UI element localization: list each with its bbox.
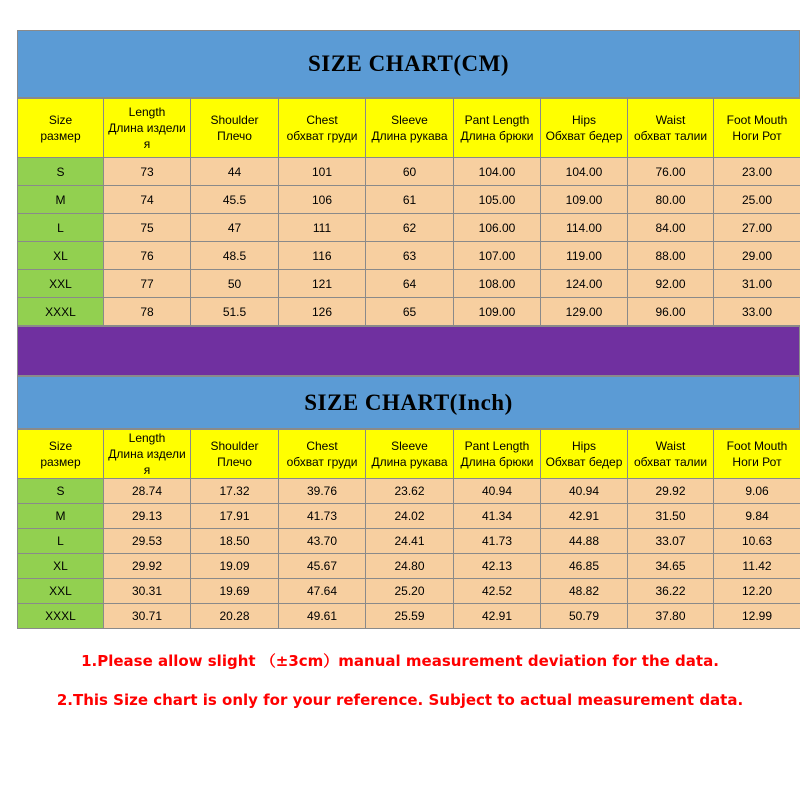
column-header (191, 99, 279, 158)
chart-title: SIZE CHART(Inch) (17, 376, 800, 429)
measurement-cell: 47 (191, 214, 279, 242)
size-label-cell: XL (18, 554, 104, 579)
measurement-cell: 12.20 (714, 579, 800, 604)
column-header (454, 430, 541, 479)
divider-band (17, 326, 800, 376)
size-label-cell: L (18, 529, 104, 554)
header-row (18, 99, 800, 158)
measurement-cell: 62 (366, 214, 454, 242)
measurement-cell: 104.00 (541, 158, 628, 186)
measurement-cell: 104.00 (454, 158, 541, 186)
measurement-cell: 30.31 (104, 579, 191, 604)
measurement-cell: 44 (191, 158, 279, 186)
table-row (18, 504, 800, 529)
column-header-line: Pant Length (464, 439, 530, 453)
table-row (18, 270, 800, 298)
column-header (628, 99, 714, 158)
measurement-cell: 27.00 (714, 214, 800, 242)
column-header-line: Длина рукава (371, 129, 448, 143)
column-header-line: Hips (571, 113, 596, 127)
measurement-cell: 75 (104, 214, 191, 242)
measurement-cell: 9.06 (714, 479, 800, 504)
measurement-cell: 50 (191, 270, 279, 298)
column-header-line: Hips (571, 439, 596, 453)
measurement-cell: 48.5 (191, 242, 279, 270)
measurement-cell: 19.09 (191, 554, 279, 579)
column-header-line: Pant Length (464, 113, 530, 127)
measurement-cell: 39.76 (279, 479, 366, 504)
column-header-line: размер (40, 129, 81, 143)
measurement-cell: 41.73 (279, 504, 366, 529)
size-label-cell: XXL (18, 270, 104, 298)
size-label-cell: M (18, 504, 104, 529)
measurement-cell: 29.92 (104, 554, 191, 579)
column-header-line: Плечо (217, 129, 252, 143)
column-header-line: Длина брюки (460, 129, 534, 143)
column-header-line: Shoulder (210, 439, 259, 453)
table-row (18, 479, 800, 504)
column-header-line: Size (48, 439, 73, 453)
column-header-line: Обхват бедер (545, 129, 623, 143)
measurement-cell: 76 (104, 242, 191, 270)
measurement-cell: 41.73 (454, 529, 541, 554)
measurement-cell: 80.00 (628, 186, 714, 214)
measurement-cell: 40.94 (454, 479, 541, 504)
column-header-line: Waist (655, 113, 686, 127)
column-header (714, 99, 800, 158)
table-row (18, 242, 800, 270)
measurement-cell: 20.28 (191, 604, 279, 629)
measurement-cell: 84.00 (628, 214, 714, 242)
column-header-line: Waist (655, 439, 686, 453)
measurement-cell: 29.00 (714, 242, 800, 270)
column-header (104, 430, 191, 479)
measurement-cell: 106 (279, 186, 366, 214)
measurement-cell: 47.64 (279, 579, 366, 604)
column-header (541, 430, 628, 479)
measurement-cell: 33.00 (714, 298, 800, 326)
measurement-cell: 12.99 (714, 604, 800, 629)
measurement-cell: 88.00 (628, 242, 714, 270)
column-header (714, 430, 800, 479)
measurement-cell: 48.82 (541, 579, 628, 604)
table-row (18, 298, 800, 326)
measurement-cell: 17.91 (191, 504, 279, 529)
measurement-cell: 108.00 (454, 270, 541, 298)
size-label-cell: S (18, 158, 104, 186)
measurement-cell: 11.42 (714, 554, 800, 579)
measurement-cell: 105.00 (454, 186, 541, 214)
size-label-cell: L (18, 214, 104, 242)
measurement-cell: 33.07 (628, 529, 714, 554)
measurement-cell: 31.50 (628, 504, 714, 529)
table-row (18, 529, 800, 554)
measurement-cell: 24.41 (366, 529, 454, 554)
measurement-cell: 101 (279, 158, 366, 186)
measurement-cell: 23.00 (714, 158, 800, 186)
measurement-cell: 78 (104, 298, 191, 326)
measurement-cell: 24.80 (366, 554, 454, 579)
measurement-cell: 37.80 (628, 604, 714, 629)
column-header-line: Chest (306, 113, 338, 127)
measurement-cell: 129.00 (541, 298, 628, 326)
measurement-cell: 92.00 (628, 270, 714, 298)
measurement-cell: 64 (366, 270, 454, 298)
column-header-line: Size (48, 113, 73, 127)
column-header-line: Ноги Рот (732, 455, 782, 469)
column-header (541, 99, 628, 158)
measurement-cell: 96.00 (628, 298, 714, 326)
measurement-cell: 106.00 (454, 214, 541, 242)
column-header (366, 430, 454, 479)
measurement-deviation-note: 1.Please allow slight （±3cm）manual measurement deviation for the data. (81, 652, 719, 670)
column-header-line: обхват талии (633, 129, 708, 143)
size-label-cell: XL (18, 242, 104, 270)
column-header (191, 430, 279, 479)
column-header-line: Sleeve (391, 439, 428, 453)
measurement-cell: 42.13 (454, 554, 541, 579)
measurement-cell: 124.00 (541, 270, 628, 298)
measurement-cell: 25.00 (714, 186, 800, 214)
measurement-cell: 42.52 (454, 579, 541, 604)
column-header-line: Длина брюки (460, 455, 534, 469)
measurement-cell: 25.59 (366, 604, 454, 629)
measurement-cell: 17.32 (191, 479, 279, 504)
measurement-cell: 61 (366, 186, 454, 214)
column-header-line: Shoulder (210, 113, 259, 127)
size-chart-inch (17, 376, 800, 629)
column-header-line: Ноги Рот (732, 129, 782, 143)
size-label-cell: S (18, 479, 104, 504)
measurement-cell: 29.13 (104, 504, 191, 529)
measurement-cell: 65 (366, 298, 454, 326)
column-header-line: обхват талии (633, 455, 708, 469)
measurement-cell: 19.69 (191, 579, 279, 604)
measurement-cell: 42.91 (454, 604, 541, 629)
measurement-cell: 73 (104, 158, 191, 186)
measurement-cell: 119.00 (541, 242, 628, 270)
size-label-cell: XXL (18, 579, 104, 604)
column-header (279, 99, 366, 158)
column-header-line: Foot Mouth (726, 113, 788, 127)
table-row (18, 604, 800, 629)
column-header (104, 99, 191, 158)
size-chart-cm (17, 30, 800, 326)
column-header-line: Length (128, 431, 166, 445)
measurement-cell: 9.84 (714, 504, 800, 529)
column-header-line: обхват груди (286, 129, 358, 143)
column-header-line: Chest (306, 439, 338, 453)
table-row (18, 554, 800, 579)
measurement-cell: 116 (279, 242, 366, 270)
column-header-line: Foot Mouth (726, 439, 788, 453)
column-header-line: размер (40, 455, 81, 469)
measurement-cell: 36.22 (628, 579, 714, 604)
measurement-cell: 40.94 (541, 479, 628, 504)
measurement-cell: 121 (279, 270, 366, 298)
table-row (18, 214, 800, 242)
table-row (18, 158, 800, 186)
measurement-cell: 45.5 (191, 186, 279, 214)
measurement-cell: 126 (279, 298, 366, 326)
header-row (18, 430, 800, 479)
column-header (366, 99, 454, 158)
measurement-cell: 10.63 (714, 529, 800, 554)
table-row (18, 579, 800, 604)
measurement-cell: 31.00 (714, 270, 800, 298)
column-header (18, 430, 104, 479)
size-label-cell: M (18, 186, 104, 214)
measurement-cell: 51.5 (191, 298, 279, 326)
measurement-cell: 28.74 (104, 479, 191, 504)
column-header-line: Плечо (217, 455, 252, 469)
reference-disclaimer-note: 2.This Size chart is only for your reference. Subject to actual measurement data. (56, 691, 744, 709)
measurement-cell: 60 (366, 158, 454, 186)
column-header (454, 99, 541, 158)
column-header-line: я (143, 137, 151, 151)
measurement-cell: 63 (366, 242, 454, 270)
size-table (17, 429, 800, 629)
size-table (17, 98, 800, 326)
size-label-cell: XXXL (18, 604, 104, 629)
measurement-cell: 25.20 (366, 579, 454, 604)
measurement-cell: 44.88 (541, 529, 628, 554)
column-header-line: Обхват бедер (545, 455, 623, 469)
chart-title: SIZE CHART(CM) (17, 30, 800, 98)
measurement-cell: 29.53 (104, 529, 191, 554)
measurement-cell: 23.62 (366, 479, 454, 504)
measurement-cell: 74 (104, 186, 191, 214)
measurement-cell: 18.50 (191, 529, 279, 554)
size-label-cell: XXXL (18, 298, 104, 326)
column-header-line: обхват груди (286, 455, 358, 469)
table-row (18, 186, 800, 214)
measurement-cell: 34.65 (628, 554, 714, 579)
measurement-cell: 24.02 (366, 504, 454, 529)
measurement-cell: 49.61 (279, 604, 366, 629)
measurement-cell: 43.70 (279, 529, 366, 554)
measurement-cell: 45.67 (279, 554, 366, 579)
measurement-cell: 109.00 (454, 298, 541, 326)
column-header-line: Длина издели (108, 121, 186, 135)
measurement-cell: 42.91 (541, 504, 628, 529)
column-header-line: Длина рукава (371, 455, 448, 469)
column-header (628, 430, 714, 479)
column-header-line: Length (128, 105, 166, 119)
column-header-line: Sleeve (391, 113, 428, 127)
measurement-cell: 46.85 (541, 554, 628, 579)
column-header (279, 430, 366, 479)
measurement-cell: 77 (104, 270, 191, 298)
measurement-cell: 114.00 (541, 214, 628, 242)
measurement-cell: 107.00 (454, 242, 541, 270)
measurement-cell: 76.00 (628, 158, 714, 186)
column-header-line: Длина издели (108, 447, 186, 461)
measurement-cell: 30.71 (104, 604, 191, 629)
measurement-cell: 111 (279, 214, 366, 242)
column-header-line: я (143, 463, 151, 477)
measurement-cell: 50.79 (541, 604, 628, 629)
measurement-cell: 29.92 (628, 479, 714, 504)
measurement-cell: 109.00 (541, 186, 628, 214)
column-header (18, 99, 104, 158)
measurement-cell: 41.34 (454, 504, 541, 529)
